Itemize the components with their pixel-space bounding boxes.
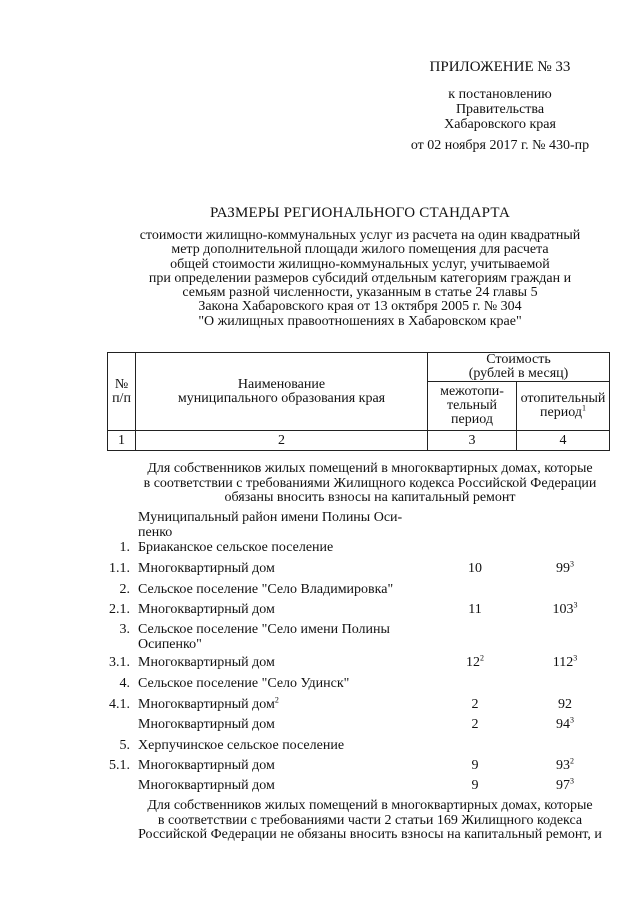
footnote-mark: 3 [570,559,574,569]
value: 97 [556,778,570,793]
row-name: Многоквартирный дом [138,778,275,793]
header-num-sub: п/п [112,390,131,406]
table-row [0,582,640,602]
table-row [0,697,640,717]
table-row [0,602,640,622]
header-heating-2 [517,403,609,420]
header-nonheating-cell [428,382,517,431]
footnote-mark: 3 [570,776,574,786]
district-line: пенко [138,525,173,540]
footnote-mark: 3 [573,600,578,610]
section-heading [100,799,640,843]
table-row [0,622,640,658]
row-name: Многоквартирный дом [138,758,275,773]
value: 9 [471,778,479,793]
row-number: 5.1. [109,758,130,773]
table-row [0,540,640,560]
column-number: 2 [136,431,428,451]
footnote-mark: 2 [274,695,279,705]
footnote-mark: 2 [570,756,574,766]
subtitle-line: Закона Хабаровского края от 13 октября 2005 г. № 304 [198,299,522,315]
row-name [138,622,390,652]
row-value-nonheating [430,655,520,671]
district-name [138,510,402,540]
row-name: Многоквартирный дом [138,561,275,576]
header-name-cell [136,353,428,431]
row-number: 5. [119,738,130,753]
column-number: 3 [428,431,517,451]
header-name-sub: муниципального образования края [177,390,386,406]
row-name: Многоквартирный дом [138,602,275,617]
table-row [0,778,640,798]
section-line: обязаны вносить взносы на капитальный ремонт [224,490,516,505]
appendix-line: к постановлению [448,87,552,102]
row-name: Херпучинское сельское поселение [138,738,345,753]
row-value-nonheating [430,602,520,618]
value: 11 [468,602,482,617]
value: 10 [468,561,482,576]
subtitle-line: при определении размеров субсидий отдельным категориям граждан и [148,270,572,286]
subtitle-line: общей стоимости жилищно-коммунальных услуг, учитываемой [170,256,550,272]
footnote-mark: 2 [480,653,484,663]
section-line: в соответствии с требованиями части 2 статьи 169 Жилищного кодекса [157,812,583,828]
appendix-date: от 02 ноября 2017 г. № 430-пр [410,138,590,153]
value: 2 [471,697,479,712]
row-value-nonheating [430,697,520,713]
section-line: в соответствии с требованиями Жилищного кодекса Российской Федерации [143,475,597,491]
row-name-text: Многоквартирный дом [138,697,275,712]
header-name: Наименование [237,376,326,392]
row-value-nonheating [430,561,520,577]
table-row [0,561,640,581]
table-row [0,676,640,696]
row-name: Многоквартирный дом [138,655,275,670]
appendix-block [395,60,605,153]
subtitle-line: стоимости жилищно-коммунальных услуг из расчета на один квадратный [139,228,581,243]
section-line: Российской Федерации не обязаны вносить взносы на капитальный ремонт, и [138,827,602,842]
value: 92 [558,697,572,712]
header-nonheating-3: период [451,412,493,427]
appendix-line: Правительства [455,102,545,117]
header-nonheating-1: межотопи- [440,384,504,399]
table-row [0,738,640,758]
value: 103 [552,602,574,617]
table-row [0,717,640,737]
document-title: РАЗМЕРЫ РЕГИОНАЛЬНОГО СТАНДАРТА [209,205,511,221]
value: 12 [466,655,480,670]
row-value-heating [520,655,610,671]
header-cost-cell [428,353,610,382]
appendix-title: ПРИЛОЖЕНИЕ № 33 [429,59,571,75]
footnote-mark: 3 [570,715,574,725]
header-heating-cell [517,382,610,431]
row-number: 4.1. [109,697,130,712]
row-number: 2. [119,582,130,597]
section-heading [100,462,640,506]
row-name-line: Осипенко" [138,637,202,652]
row-value-heating [520,602,610,618]
value: 94 [556,717,570,732]
row-number: 3.1. [109,655,130,670]
document-subtitle [80,229,640,329]
row-name [138,697,279,712]
row-value-nonheating [430,778,520,794]
table-row [0,758,640,778]
value: 112 [552,655,574,670]
column-number: 1 [108,431,136,451]
header-heating-1: отопительный [520,391,606,406]
row-number: 3. [119,622,130,637]
value: 9 [471,758,479,773]
appendix-line: Хабаровского края [444,117,556,132]
row-value-nonheating [430,758,520,774]
row-name-line: Сельское поселение "Село имени Полины [138,622,390,637]
row-value-heating [520,561,610,577]
row-number: 1.1. [109,561,130,576]
row-name: Многоквартирный дом [138,717,275,732]
table-row [0,655,640,675]
table-header [107,352,610,451]
row-value-heating [520,778,610,794]
section-line: Для собственников жилых помещений в многоквартирных домах, которые [147,798,593,813]
value: 2 [471,717,479,732]
header-nonheating-2: тельный [446,398,498,413]
row-name: Бриаканское сельское поселение [138,540,334,555]
row-name: Сельское поселение "Село Владимировка" [138,582,394,597]
subtitle-line: метр дополнительной площади жилого помещения для расчета [171,242,549,258]
row-value-heating [520,758,610,774]
value: 99 [556,561,570,576]
footnote-mark: 3 [573,653,578,663]
row-value-heating [520,697,610,713]
row-number: 1. [119,540,130,555]
district-line: Муниципальный район имени Полины Оси- [138,510,403,525]
subtitle-line: семьям разной численности, указанным в статье 24 главы 5 [182,285,538,301]
row-value-nonheating [430,717,520,733]
footnote-mark: 1 [581,403,586,413]
header-num-cell [108,353,136,431]
row-value-heating [520,717,610,733]
column-number: 4 [517,431,610,451]
header-num: № [114,376,129,392]
header-cost: Стоимость [486,352,551,367]
value: 93 [556,758,570,773]
section-line: Для собственников жилых помещений в многоквартирных домах, которые [147,461,593,476]
header-heating-label: период [540,405,582,420]
row-name: Сельское поселение "Село Удинск" [138,676,350,691]
row-number: 2.1. [109,602,130,617]
header-cost-sub: (рублей в месяц) [468,366,569,381]
subtitle-line: "О жилищных правоотношениях в Хабаровском крае" [198,313,522,329]
row-number: 4. [119,676,130,691]
